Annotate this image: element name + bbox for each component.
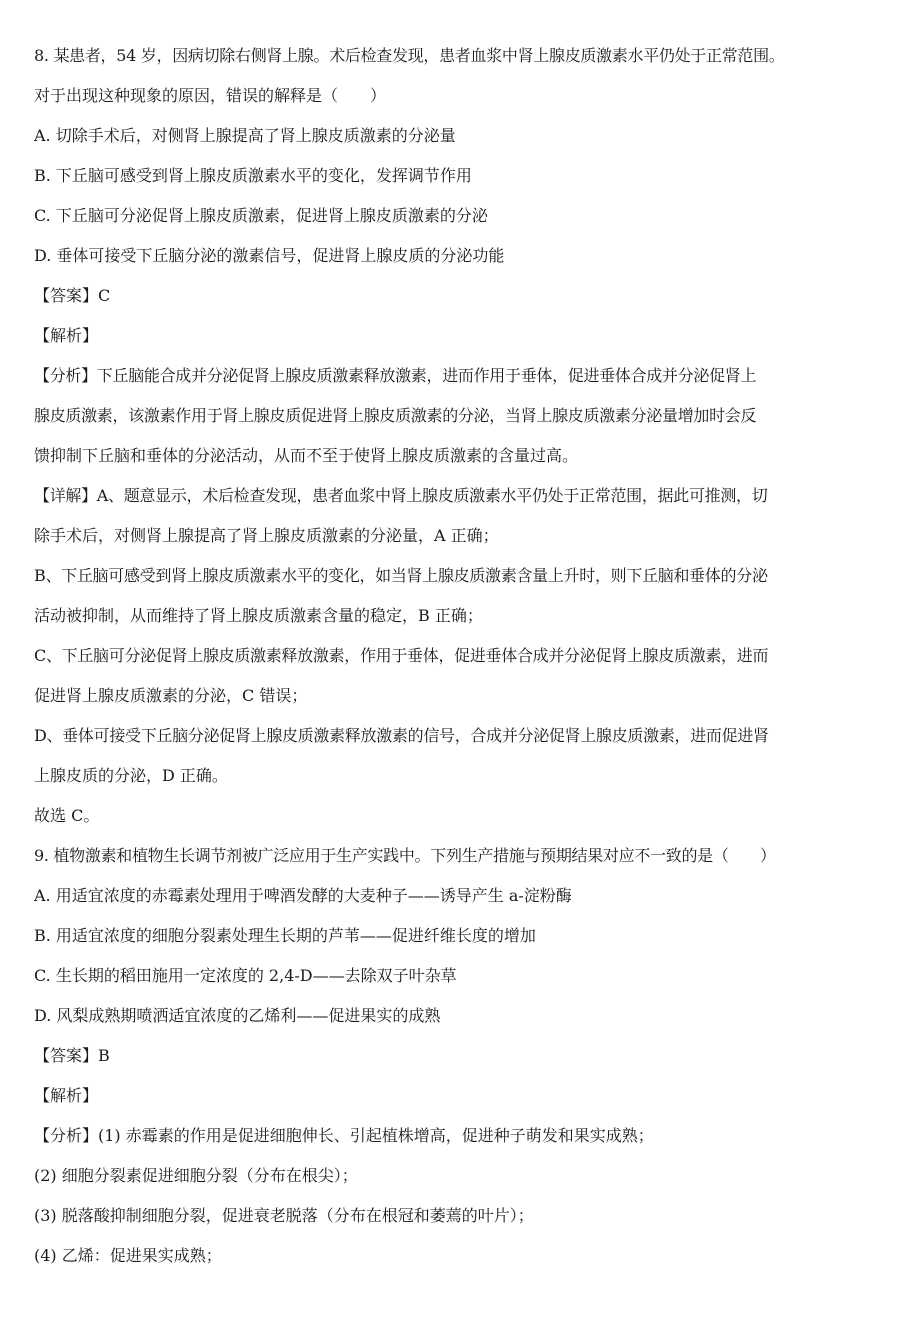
q9-option-a: A. 用适宜浓度的赤霉素处理用于啤酒发酵的大麦种子——诱导产生 a-淀粉酶 xyxy=(34,886,572,905)
q8-xiangjie-line-4: 活动被抑制，从而维持了肾上腺皮质激素含量的稳定，B 正确； xyxy=(34,606,483,625)
q8-fenxi-line-3: 馈抑制下丘脑和垂体的分泌活动，从而不至于使肾上腺皮质激素的含量过高。 xyxy=(34,446,579,465)
q8-xiangjie-line-7: D、垂体可接受下丘脑分泌促肾上腺皮质激素释放激素的信号，合成并分泌促肾上腺皮质激素，进而促进肾 xyxy=(34,726,769,745)
q8-stem-line-1: 8. 某患者，54 岁，因病切除右侧肾上腺。术后检查发现，患者血浆中肾上腺皮质激素水平仍处于正常范围。 xyxy=(34,46,785,65)
q8-stem-line-2: 对于出现这种现象的原因，错误的解释是（ ） xyxy=(34,86,387,105)
q8-fenxi-line-1: 【分析】下丘脑能合成并分泌促肾上腺皮质激素释放激素，进而作用于垂体，促进垂体合成并分泌促肾上 xyxy=(34,366,757,385)
q9-stem: 9. 植物激素和植物生长调节剂被广泛应用于生产实践中。下列生产措施与预期结果对应不一致的是（ ） xyxy=(34,846,776,865)
q9-option-b: B. 用适宜浓度的细胞分裂素处理生长期的芦苇——促进纤维长度的增加 xyxy=(34,926,536,945)
q8-fenxi-line-2: 腺皮质激素，该激素作用于肾上腺皮质促进肾上腺皮质激素的分泌，当肾上腺皮质激素分泌量增加时会反 xyxy=(34,406,757,425)
q8-option-b: B. 下丘脑可感受到肾上腺皮质激素水平的变化，发挥调节作用 xyxy=(34,166,472,185)
q8-option-d: D. 垂体可接受下丘脑分泌的激素信号，促进肾上腺皮质的分泌功能 xyxy=(34,246,505,265)
q9-fenxi-line-3: (3) 脱落酸抑制细胞分裂，促进衰老脱落（分布在根冠和萎蔫的叶片）； xyxy=(34,1206,534,1225)
q8-xiangjie-line-6: 促进肾上腺皮质激素的分泌，C 错误； xyxy=(34,686,308,705)
q9-option-d: D. 风梨成熟期喷洒适宜浓度的乙烯利——促进果实的成熟 xyxy=(34,1006,441,1025)
q9-analysis-label: 【解析】 xyxy=(34,1086,99,1105)
q8-conclusion: 故选 C。 xyxy=(34,806,100,825)
q8-option-c: C. 下丘脑可分泌促肾上腺皮质激素，促进肾上腺皮质激素的分泌 xyxy=(34,206,488,225)
q9-fenxi-line-1: 【分析】(1) 赤霉素的作用是促进细胞伸长、引起植株增高，促进种子萌发和果实成熟； xyxy=(34,1126,654,1145)
q9-answer: 【答案】B xyxy=(34,1046,110,1065)
q9-fenxi-line-2: (2) 细胞分裂素促进细胞分裂（分布在根尖）； xyxy=(34,1166,358,1185)
q9-option-c: C. 生长期的稻田施用一定浓度的 2,4-D——去除双子叶杂草 xyxy=(34,966,457,985)
q8-option-a: A. 切除手术后，对侧肾上腺提高了肾上腺皮质激素的分泌量 xyxy=(34,126,456,145)
q8-xiangjie-line-8: 上腺皮质的分泌，D 正确。 xyxy=(34,766,228,785)
q8-answer: 【答案】C xyxy=(34,286,111,305)
q8-xiangjie-line-1: 【详解】A、题意显示，术后检查发现，患者血浆中肾上腺皮质激素水平仍处于正常范围，据此可推测，切 xyxy=(34,486,768,505)
q8-analysis-label: 【解析】 xyxy=(34,326,99,345)
q9-fenxi-line-4: (4) 乙烯：促进果实成熟； xyxy=(34,1246,222,1265)
q8-xiangjie-line-2: 除手术后，对侧肾上腺提高了肾上腺皮质激素的分泌量，A 正确； xyxy=(34,526,499,545)
q8-xiangjie-line-5: C、下丘脑可分泌促肾上腺皮质激素释放激素，作用于垂体，促进垂体合成并分泌促肾上腺皮质激素，进而 xyxy=(34,646,769,665)
q8-xiangjie-line-3: B、下丘脑可感受到肾上腺皮质激素水平的变化，如当肾上腺皮质激素含量上升时，则下丘脑和垂体的分泌 xyxy=(34,566,768,585)
